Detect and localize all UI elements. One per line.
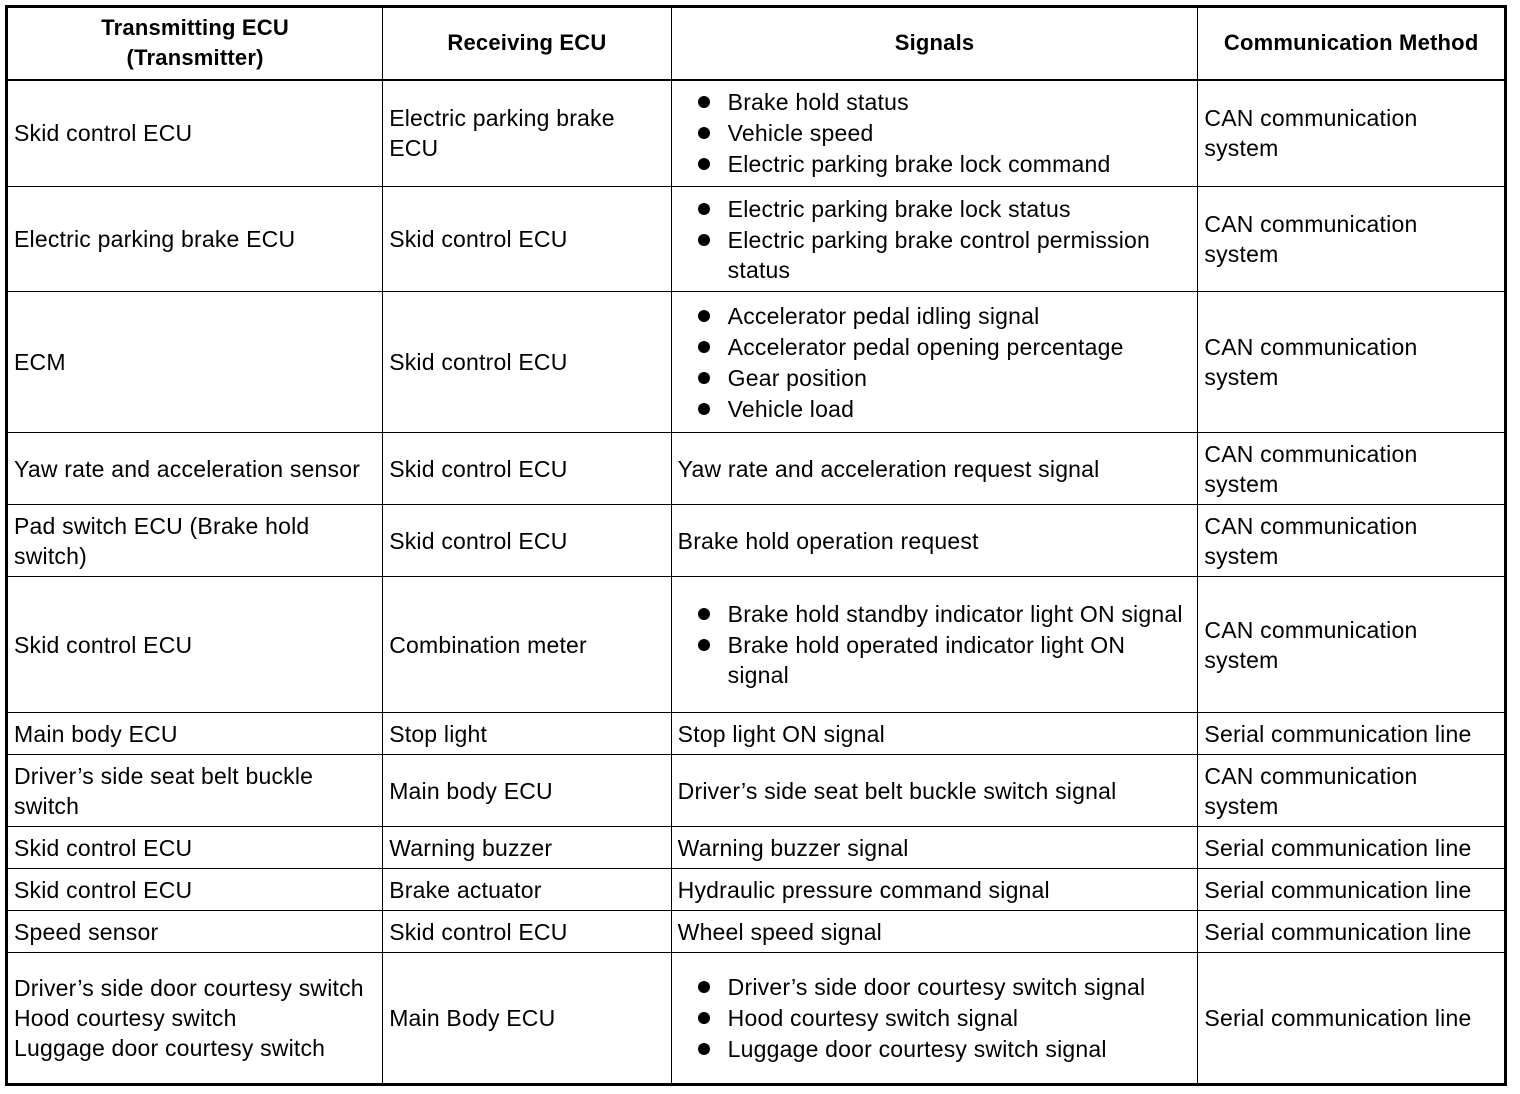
- transmitter-text: Pad switch ECU (Brake hold switch): [14, 512, 310, 569]
- receiver-cell: Stop light: [383, 713, 671, 755]
- transmitter-text: Driver’s side door courtesy switch: [14, 975, 364, 1001]
- table-row: [7, 755, 1506, 827]
- table-row: [7, 953, 1506, 1085]
- transmitter-cell: [7, 713, 383, 755]
- table-row: [7, 187, 1506, 292]
- receiver-cell: Skid control ECU: [383, 505, 671, 577]
- signal-item: [678, 149, 1192, 179]
- transmitter-cell: [7, 187, 383, 292]
- receiver-cell: Main Body ECU: [383, 953, 671, 1085]
- transmitter-cell: [7, 869, 383, 911]
- method-cell: CAN communication system: [1198, 433, 1506, 505]
- bullet-icon: [698, 981, 710, 993]
- transmitter-text: Electric parking brake ECU: [14, 226, 296, 252]
- signal-item: [678, 599, 1192, 629]
- signals-cell: [671, 80, 1198, 187]
- signals-cell: Hydraulic pressure command signal: [671, 869, 1198, 911]
- signal-item: [678, 363, 1192, 393]
- signal-text: Driver’s side door courtesy switch signal: [727, 974, 1146, 1000]
- transmitter-cell: [7, 292, 383, 433]
- signal-text: Brake hold operated indicator light ON signal: [727, 632, 1126, 688]
- method-cell: CAN communication system: [1198, 577, 1506, 713]
- bullet-icon: [698, 639, 710, 651]
- signal-item: [678, 194, 1192, 224]
- signals-cell: Warning buzzer signal: [671, 827, 1198, 869]
- transmitter-text: Skid control ECU: [14, 876, 193, 903]
- table-row: [7, 80, 1506, 187]
- receiver-cell: Main body ECU: [383, 755, 671, 827]
- transmitter-cell: [7, 80, 383, 187]
- transmitter-cell: [7, 755, 383, 827]
- transmitter-text: Skid control ECU: [14, 834, 193, 861]
- signal-item: [678, 87, 1192, 117]
- signal-list: [678, 599, 1192, 690]
- signals-cell: Driver’s side seat belt buckle switch signal: [671, 755, 1198, 827]
- receiver-cell: Skid control ECU: [383, 292, 671, 433]
- receiver-cell: Skid control ECU: [383, 187, 671, 292]
- signals-cell: Yaw rate and acceleration request signal: [671, 433, 1198, 505]
- communication-table: [5, 5, 1507, 1086]
- signal-text: Brake hold standby indicator light ON signal: [727, 601, 1183, 627]
- method-cell: CAN communication system: [1198, 187, 1506, 292]
- header-method: Communication Method: [1198, 7, 1506, 80]
- signals-cell: [671, 292, 1198, 433]
- signal-item: [678, 301, 1192, 331]
- signal-text: Electric parking brake control permission status: [727, 226, 1151, 283]
- signal-text: Brake hold status: [727, 89, 909, 116]
- method-cell: Serial communication line: [1198, 869, 1506, 911]
- signal-list: [678, 87, 1192, 179]
- bullet-icon: [698, 203, 710, 215]
- signal-item: [678, 225, 1192, 285]
- method-cell: Serial communication line: [1198, 953, 1506, 1085]
- signal-text: Accelerator pedal opening percentage: [727, 333, 1124, 360]
- signal-text: Electric parking brake lock status: [727, 195, 1071, 222]
- signal-text: Gear position: [727, 364, 868, 391]
- receiver-cell: Warning buzzer: [383, 827, 671, 869]
- signal-item: [678, 630, 1192, 690]
- method-cell: CAN communication system: [1198, 755, 1506, 827]
- bullet-icon: [698, 96, 710, 108]
- signal-item: [678, 118, 1192, 148]
- table-row: [7, 827, 1506, 869]
- signals-cell: [671, 953, 1198, 1085]
- signal-text: Vehicle load: [727, 395, 855, 422]
- signals-cell: [671, 187, 1198, 292]
- transmitter-cell: [7, 827, 383, 869]
- signals-cell: Brake hold operation request: [671, 505, 1198, 577]
- transmitter-cell: [7, 433, 383, 505]
- method-cell: CAN communication system: [1198, 80, 1506, 187]
- transmitter-text: Driver’s side seat belt buckle switch: [14, 762, 314, 819]
- transmitter-cell: [7, 953, 383, 1085]
- transmitter-text: Yaw rate and acceleration sensor: [14, 455, 361, 482]
- method-cell: Serial communication line: [1198, 911, 1506, 953]
- header-receiver: Receiving ECU: [383, 7, 671, 80]
- signal-list: [678, 301, 1192, 424]
- signal-text: Hood courtesy switch signal: [727, 1005, 1019, 1031]
- signal-item: [678, 1034, 1192, 1064]
- bullet-icon: [698, 608, 710, 620]
- signal-item: [678, 1003, 1192, 1033]
- signals-cell: Stop light ON signal: [671, 713, 1198, 755]
- receiver-cell: Brake actuator: [383, 869, 671, 911]
- signal-text: Accelerator pedal idling signal: [727, 302, 1040, 329]
- table-row: [7, 505, 1506, 577]
- method-cell: Serial communication line: [1198, 827, 1506, 869]
- bullet-icon: [698, 403, 710, 415]
- table-row: [7, 577, 1506, 713]
- bullet-icon: [698, 1012, 710, 1024]
- transmitter-text: Speed sensor: [14, 918, 159, 945]
- signals-cell: Wheel speed signal: [671, 911, 1198, 953]
- signal-text: Electric parking brake lock command: [727, 151, 1111, 178]
- receiver-cell: Skid control ECU: [383, 433, 671, 505]
- signal-list: [678, 194, 1192, 285]
- transmitter-text: Luggage door courtesy switch: [14, 1035, 326, 1061]
- table-row: [7, 292, 1506, 433]
- method-cell: Serial communication line: [1198, 713, 1506, 755]
- table-row: [7, 911, 1506, 953]
- bullet-icon: [698, 234, 710, 246]
- header-transmitter: Transmitting ECU (Transmitter): [7, 7, 383, 80]
- transmitter-text: Skid control ECU: [14, 631, 193, 658]
- signal-list: [678, 972, 1192, 1064]
- signal-item: [678, 972, 1192, 1002]
- table-row: [7, 869, 1506, 911]
- transmitter-cell: [7, 505, 383, 577]
- method-cell: CAN communication system: [1198, 292, 1506, 433]
- signals-cell: [671, 577, 1198, 713]
- header-signals: Signals: [671, 7, 1198, 80]
- transmitter-text: Hood courtesy switch: [14, 1005, 237, 1031]
- transmitter-cell: [7, 577, 383, 713]
- bullet-icon: [698, 372, 710, 384]
- signal-item: [678, 394, 1192, 424]
- signal-text: Vehicle speed: [727, 120, 874, 147]
- receiver-cell: Electric parking brake ECU: [383, 80, 671, 187]
- bullet-icon: [698, 127, 710, 139]
- bullet-icon: [698, 310, 710, 322]
- table-row: [7, 433, 1506, 505]
- bullet-icon: [698, 1043, 710, 1055]
- transmitter-text: Skid control ECU: [14, 120, 193, 147]
- receiver-cell: Skid control ECU: [383, 911, 671, 953]
- transmitter-text: ECM: [14, 349, 66, 375]
- bullet-icon: [698, 341, 710, 353]
- method-cell: CAN communication system: [1198, 505, 1506, 577]
- signal-text: Luggage door courtesy switch signal: [727, 1036, 1107, 1062]
- signal-item: [678, 332, 1192, 362]
- table-row: [7, 713, 1506, 755]
- transmitter-cell: [7, 911, 383, 953]
- transmitter-text: Main body ECU: [14, 720, 178, 747]
- receiver-cell: Combination meter: [383, 577, 671, 713]
- header-row: [7, 7, 1506, 80]
- bullet-icon: [698, 158, 710, 170]
